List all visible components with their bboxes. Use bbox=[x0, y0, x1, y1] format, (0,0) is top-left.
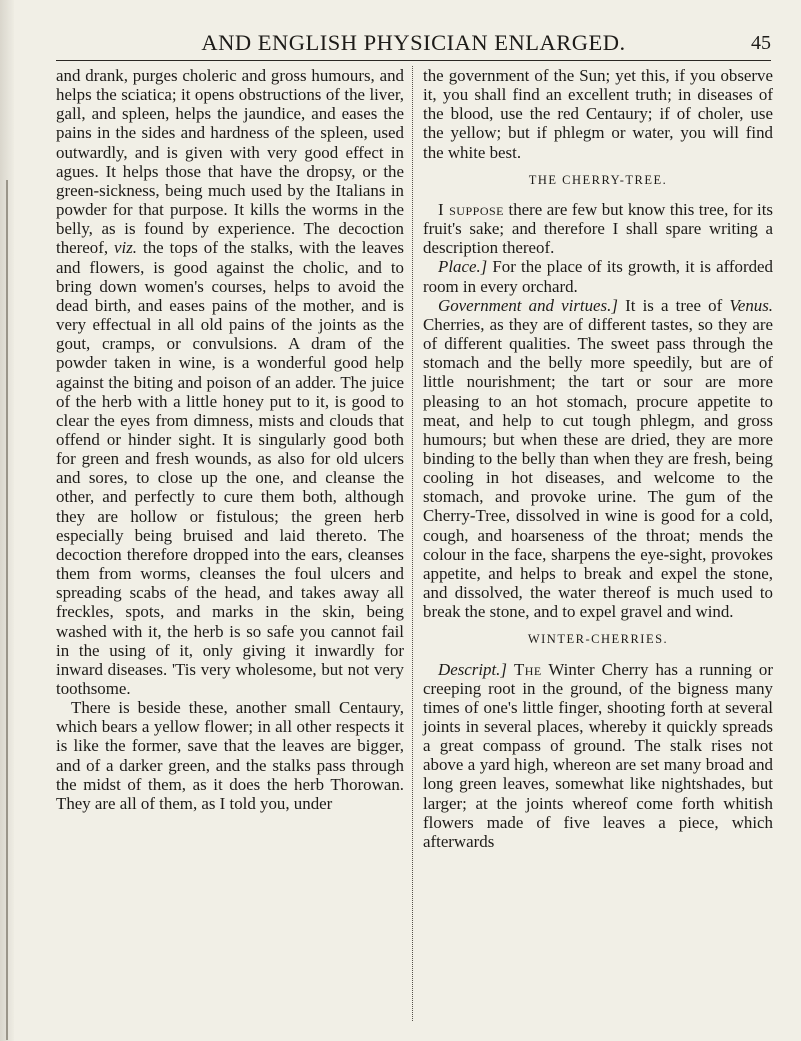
small-caps-lead: The bbox=[513, 659, 542, 679]
paragraph bbox=[423, 660, 773, 852]
paragraph bbox=[423, 200, 773, 257]
paragraph bbox=[423, 296, 773, 622]
italic-label: Government and virtues.] bbox=[438, 295, 618, 315]
page-number: 45 bbox=[751, 32, 771, 54]
small-caps-lead: I suppose bbox=[438, 199, 504, 219]
section-heading-winter-cherries: WINTER-CHERRIES. bbox=[527, 632, 669, 647]
paragraph bbox=[56, 66, 404, 698]
paragraph: the government of the Sun; yet this, if you observe it, you shall find an excellent truth; in diseases of the blood, use the red Centaury; if of choler, use the yellow; but if phlegm or water, you will find the white best. bbox=[423, 66, 773, 162]
left-column bbox=[56, 66, 404, 813]
page-header bbox=[56, 30, 771, 64]
column-divider bbox=[412, 66, 413, 1021]
text-run: For the place of its growth, it is afforded room in every orchard. bbox=[423, 257, 773, 296]
text-run: there are few but know this tree, for its fruit's sake; and therefore I shall spare writing a description thereof. bbox=[423, 199, 773, 258]
italic-text: viz. bbox=[114, 238, 138, 258]
header-rule bbox=[56, 60, 771, 61]
text-run: It is a tree of bbox=[625, 295, 723, 315]
italic-label: Place.] bbox=[438, 257, 488, 277]
text-run: and drank, purges choleric and gross humours, and helps the sciatica; it opens obstructions of the liver, gall, and spleen, helps the jaundice, and eases the pains in the sides and hardness of the spleen, used outwardly, and is given with very good effect in agues. It helps those that have the dropsy, or the green-sickness, being much used by the Italians in powder for that purpose. It kills the worms in the belly, as is found by experience. The decoction thereof, bbox=[56, 66, 404, 258]
section-heading-cherry-tree: THE CHERRY-TREE. bbox=[528, 172, 668, 187]
text-run: Winter Cherry has a running or creeping root in the ground, of the bigness many times of one's little finger, shooting forth at several joints in several places, whereby it quickly spreads a great compass of ground. The stalk rises not above a yard high, whereon are set many broad and long green leaves, somewhat like nightshades, but larger; at the joints whereof come forth whitish flowers made of five leaves a piece, which afterwards bbox=[423, 659, 773, 851]
right-column bbox=[423, 66, 773, 851]
text-run: Cherries, as they are of different tastes, so they are of different qualities. The sweet pass through the stomach and the belly more speedily, but are of little nourishment; the tart or sour are more pleasing to an hot stomach, procure appetite to meat, and help to cut tough phlegm, and gross humours; but when these are dried, they are more binding to the belly than when they are fresh, being cooling in hot diseases, and welcome to the stomach, and provoke urine. The gum of the Cherry-Tree, dissolved in wine is good for a cold, cough, and hoarseness of the throat; mends the colour in the face, sharpens the eye-sight, provokes appetite, and helps to break and expel the stone, and dissolved, the water thereof is much used to break the stone, and to expel gravel and wind. bbox=[423, 314, 773, 622]
italic-text: Venus. bbox=[729, 295, 774, 315]
paragraph bbox=[423, 257, 773, 295]
text-run: the tops of the stalks, with the leaves and flowers, is good against the cholic, and to bring down women's courses, helps to avoid the dead birth, and eases pains of the mother, and is very effectual in all old pains of the joints as the gout, cramps, or convulsions. A dram of the powder taken in wine, is a wonderful good help against the biting and poison of an adder. The juice of the herb with a little honey put to it, is good to clear the eyes from dimness, mists and clouds that offend or hinder sight. It is singularly good both for green and fresh wounds, as also for old ulcers and sores, to close up the one, and cleanse the other, and perfectly to cure them both, although they are hollow or fistulous; the green herb especially being bruised and laid thereto. The decoction therefore dropped into the ears, cleanses them from worms, cleanses the foul ulcers and spreading scabs of the head, and takes away all freckles, spots, and marks in the skin, being washed with it, the herb is so safe you cannot fail in the using of it, only giving it inwardly for inward diseases. 'Tis very wholesome, but not very toothsome. bbox=[56, 238, 404, 698]
binding-shadow-line bbox=[6, 180, 8, 1040]
italic-label: Descript.] bbox=[438, 659, 507, 679]
paragraph: There is beside these, another small Centaury, which bears a yellow flower; in all other respects it is like the former, save that the leaves are bigger, and of a darker green, and the stalks pass through the midst of them, as it does the herb Thorowan. They are all of them, as I told you, under bbox=[56, 698, 404, 813]
running-title: AND ENGLISH PHYSICIAN ENLARGED. bbox=[201, 30, 626, 55]
